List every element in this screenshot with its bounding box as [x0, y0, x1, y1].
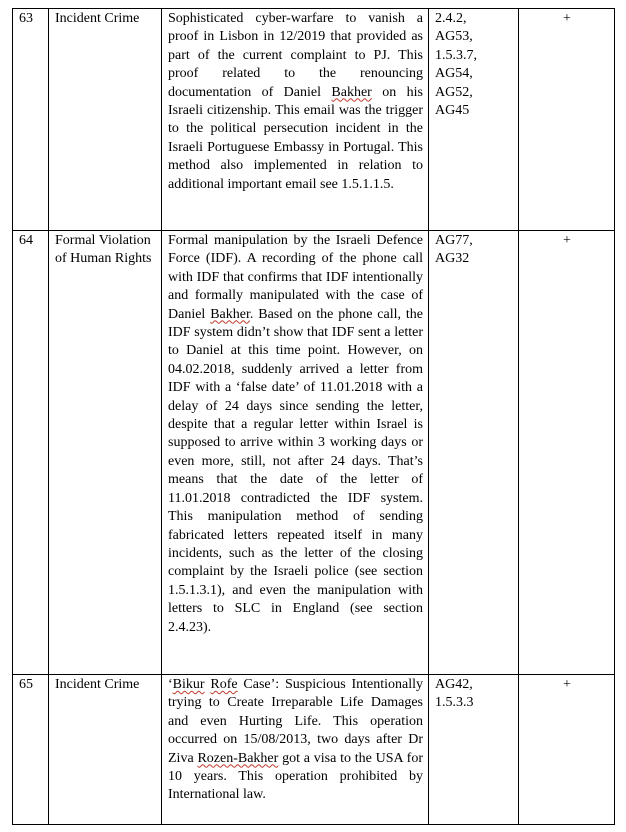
row-number: 63: [13, 9, 49, 231]
row-number: 65: [13, 675, 49, 825]
row-number: 64: [13, 231, 49, 675]
incident-description: [162, 675, 429, 825]
incident-category: Incident Crime: [49, 9, 162, 231]
spellcheck-word: Rozen-Bakher: [197, 750, 279, 766]
incident-description: [162, 231, 429, 675]
incident-description: [162, 9, 429, 231]
status-mark: +: [519, 675, 615, 825]
evidence-references: [429, 231, 519, 675]
table-row: [13, 231, 615, 675]
reference-item: AG54,: [435, 66, 473, 82]
description-text: got a visa to the USA for 10 years. This operation prohibited by International law.: [168, 750, 424, 803]
reference-item: AG42,: [435, 677, 473, 692]
reference-item: AG52,: [435, 84, 473, 100]
spellcheck-word: Bikur: [172, 677, 205, 692]
reference-item: AG45: [435, 103, 470, 119]
description-text: Formal manipulation by the Israeli Defence Force (IDF). A recording of the phone call with IDF that confirms that IDF intentionally and formally manipulated with the case of Daniel: [168, 233, 423, 322]
incident-category: Incident Crime: [49, 675, 162, 825]
reference-item: 1.5.3.7,: [435, 47, 477, 63]
description-text: on his Israeli citizenship. This email was the trigger to the political persecution incident in the Israeli Portuguese Embassy in Portugal. This method also implemented in relation to additional important email see 1.5.1.1.5.: [168, 84, 423, 192]
reference-item: 1.5.3.3: [435, 695, 474, 711]
table-row: [13, 675, 615, 825]
status-mark: +: [519, 9, 615, 231]
spellcheck-word: Bakher: [210, 306, 250, 322]
reference-item: 2.4.2,: [435, 11, 467, 26]
description-text: ‘: [168, 677, 173, 692]
description-text: Sophisticated cyber-warfare to vanish a proof in Lisbon in 12/2019 that provided as part of the current complaint to PJ. This proof related to the renouncing documentation of Daniel: [168, 11, 423, 100]
reference-item: AG53,: [435, 29, 473, 45]
reference-item: AG32: [435, 251, 470, 267]
spellcheck-word: Rofe: [210, 677, 238, 692]
status-mark: +: [519, 231, 615, 675]
reference-item: AG77,: [435, 233, 473, 248]
spellcheck-word: Bakher: [331, 84, 372, 100]
evidence-references: [429, 675, 519, 825]
table-row: [13, 9, 615, 231]
incident-category: Formal Violation of Human Rights: [49, 231, 162, 675]
evidence-references: [429, 9, 519, 231]
incident-table: [12, 8, 615, 825]
description-text: Case’: Suspicious Intentionally trying to Create Irreparable Life Damages and even Hurting Life. This operation occurred on 15/08/2013, two days after Dr Ziva: [168, 677, 423, 766]
description-text: . Based on the phone call, the IDF system didn’t show that IDF sent a letter to Daniel at this time point. However, on 04.02.2018, suddenly arrived a letter from IDF with a ‘false date’ of 11.01.2018 with a delay of 24 days since sending the letter, despite that a regular letter within Israel is supposed to arrive within 3 working days or even more, still, not after 24 days. That’s means that the date of the letter of 11.01.2018 contradicted the IDF system. This manipulation method of sending fabricated letters repeated itself in many incidents, such as the letter of the closing complaint by the Israeli police (see section 1.5.1.3.1), and even the manipulation with letters to SLC in England (see section 2.4.23).: [168, 306, 423, 635]
